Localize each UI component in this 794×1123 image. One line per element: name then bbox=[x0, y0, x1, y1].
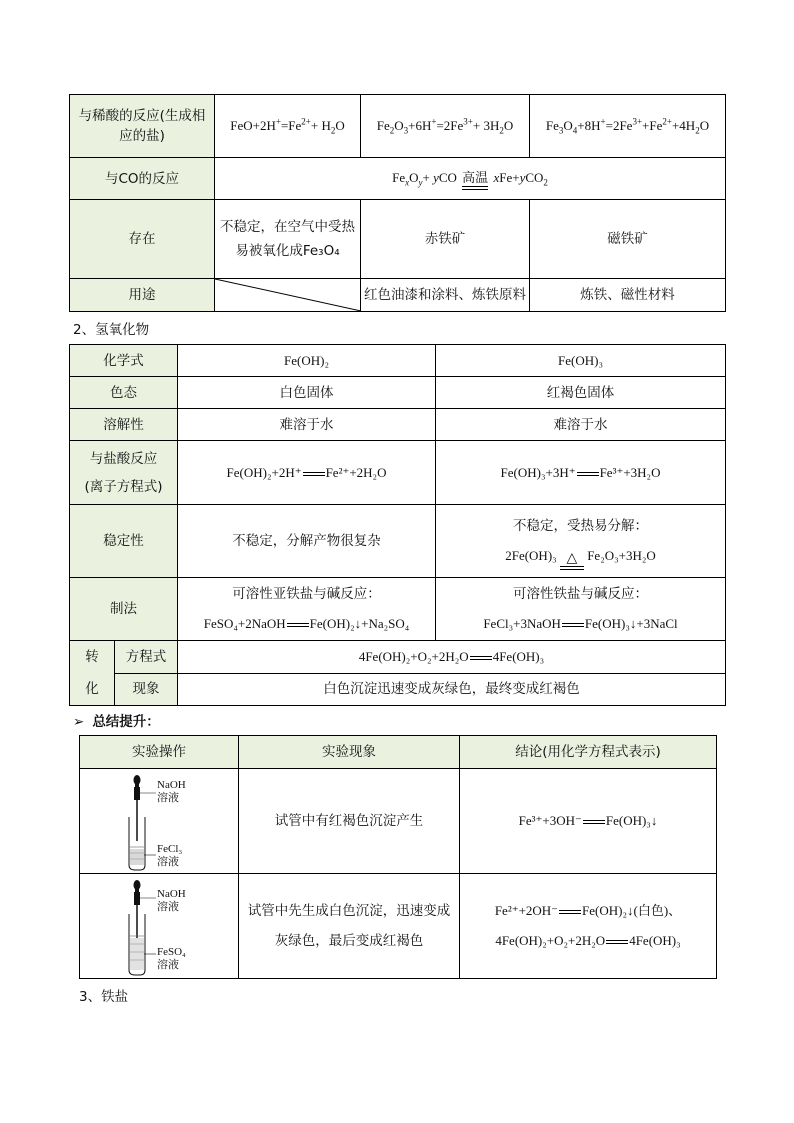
co-reduction-equation: $Fe_xO_y+$ yCO 高温 xFe+yCO$_2$ bbox=[215, 158, 726, 200]
conversion-phenomenon: 白色沉淀迅速变成灰绿色，最终变成红褐色 bbox=[178, 673, 726, 706]
label-formula: 化学式 bbox=[70, 345, 178, 377]
heat-condition: △ bbox=[560, 552, 584, 570]
row-label-use: 用途 bbox=[70, 279, 215, 312]
fe-oh-2-preparation bbox=[178, 578, 436, 641]
fe-oh-3-hcl-equation: Fe(OH)₃+3H⁺ Fe³⁺+3H₂O bbox=[436, 441, 726, 505]
summary-heading bbox=[73, 710, 160, 730]
fe3o4-acid-equation: $Fe_3O_4+8H^+=2Fe^{3+}+Fe^{2+}+4H_2O$ bbox=[530, 95, 726, 158]
apparatus-feso4 bbox=[80, 874, 239, 979]
label-hcl-reaction bbox=[70, 441, 178, 505]
fe-oh-3-color: 红褐色固体 bbox=[436, 377, 726, 409]
label-conversion-equation: 方程式 bbox=[115, 641, 178, 674]
fe-oh-3-prep-equation: FeCl₃+3NaOH Fe(OH)₃↓+3NaCl bbox=[483, 616, 678, 631]
fe2o3-use: 红色油漆和涂料、炼铁原料 bbox=[361, 279, 530, 312]
reagent-label-fecl3: FeCl₃ 溶液 bbox=[157, 843, 183, 868]
header-conclusion: 结论(用化学方程式表示) bbox=[460, 736, 717, 769]
fe-oh-2-solubility: 难溶于水 bbox=[178, 409, 436, 441]
fe-oh-3-decomposition-equation: 2Fe(OH)₃ △ Fe₂O₃+3H₂O bbox=[439, 541, 722, 571]
header-operation: 实验操作 bbox=[80, 736, 239, 769]
conclusion-feso4-eq2: 4Fe(OH)₂+O₂+2H₂O 4Fe(OH)₃ bbox=[495, 933, 681, 948]
fe3o4-use: 炼铁、磁性材料 bbox=[530, 279, 726, 312]
summary-table bbox=[79, 735, 717, 979]
label-hcl-line2: (离子方程式) bbox=[84, 478, 163, 495]
fe-oh-2-prep-equation: FeSO₄+2NaOH Fe(OH)₂↓+Na₂SO₄ bbox=[203, 616, 410, 631]
fe-oh-3-solubility: 难溶于水 bbox=[436, 409, 726, 441]
apparatus-fecl3 bbox=[80, 769, 239, 874]
phenomenon-feso4: 试管中先生成白色沉淀，迅速变成灰绿色，最后变成红褐色 bbox=[239, 874, 460, 979]
conversion-equation: 4Fe(OH)₂+O₂+2H₂O 4Fe(OH)₃ bbox=[178, 641, 726, 674]
label-color: 色态 bbox=[70, 377, 178, 409]
fe3o4-existence: 磁铁矿 bbox=[530, 200, 726, 279]
conclusion-fecl3: Fe³⁺+3OH⁻ Fe(OH)₃↓ bbox=[460, 769, 717, 874]
phenomenon-fecl3: 试管中有红褐色沉淀产生 bbox=[239, 769, 460, 874]
fe-oh-3-formula: Fe(OH)₃ bbox=[436, 345, 726, 377]
fe-oh-3-stability-text: 不稳定，受热易分解： bbox=[513, 518, 648, 534]
fe2o3-acid-equation: $Fe_2O_3+6H^+=2Fe^{3+}+ 3H_2O$ bbox=[361, 95, 530, 158]
hydroxide-table bbox=[69, 344, 726, 706]
conclusion-feso4 bbox=[460, 874, 717, 979]
fe-oh-2-prep-text: 可溶性亚铁盐与碱反应： bbox=[232, 586, 381, 602]
feo-use-empty-diagonal bbox=[215, 279, 361, 312]
row-label-exist: 存在 bbox=[70, 200, 215, 279]
reaction-condition-high-temp: 高温 bbox=[462, 172, 488, 190]
label-solubility: 溶解性 bbox=[70, 409, 178, 441]
row-label-co: 与CO的反应 bbox=[70, 158, 215, 200]
label-conversion bbox=[70, 641, 115, 706]
feo-existence: 不稳定，在空气中受热易被氧化成Fe₃O₄ bbox=[215, 200, 361, 279]
fe-oh-3-prep-text: 可溶性铁盐与碱反应： bbox=[513, 586, 648, 602]
fe-oh-3-preparation bbox=[436, 578, 726, 641]
feo-acid-equation: $FeO+2H^+=Fe^{2+}+ H_2O$ bbox=[215, 95, 361, 158]
conclusion-feso4-eq1: Fe²⁺+2OH⁻ Fe(OH)₂↓(白色)、 bbox=[494, 903, 682, 918]
fe2o3-existence: 赤铁矿 bbox=[361, 200, 530, 279]
bullet-arrow-icon: ➢ bbox=[73, 714, 85, 730]
label-conversion-phenomenon: 现象 bbox=[115, 673, 178, 706]
label-conversion-char1: 转 bbox=[85, 649, 99, 665]
diagonal-line bbox=[215, 279, 361, 311]
section-heading-hydroxides: 2、氢氧化物 bbox=[73, 322, 150, 338]
fe-oh-2-hcl-equation: Fe(OH)₂+2H⁺ Fe²⁺+2H₂O bbox=[178, 441, 436, 505]
fe-oh-3-stability bbox=[436, 505, 726, 578]
fe-oh-2-stability: 不稳定，分解产物很复杂 bbox=[178, 505, 436, 578]
row-label-acid: 与稀酸的反应(生成相应的盐) bbox=[70, 95, 215, 158]
reagent-label-naoh-2: NaOH 溶液 bbox=[157, 888, 186, 913]
fe-oh-2-color: 白色固体 bbox=[178, 377, 436, 409]
summary-title: 总结提升： bbox=[92, 714, 160, 730]
section-heading-iron-salts: 3、铁盐 bbox=[79, 989, 129, 1005]
label-stability: 稳定性 bbox=[70, 505, 178, 578]
fe-oh-2-formula: Fe(OH)₂ bbox=[178, 345, 436, 377]
label-hcl-line1: 与盐酸反应 bbox=[89, 450, 158, 467]
iron-oxide-table bbox=[69, 94, 726, 312]
header-phenomenon: 实验现象 bbox=[239, 736, 460, 769]
reagent-label-naoh: NaOH 溶液 bbox=[157, 779, 186, 804]
reagent-label-feso4: FeSO₄ 溶液 bbox=[157, 946, 186, 971]
label-preparation: 制法 bbox=[70, 578, 178, 641]
label-conversion-char2: 化 bbox=[85, 681, 99, 697]
